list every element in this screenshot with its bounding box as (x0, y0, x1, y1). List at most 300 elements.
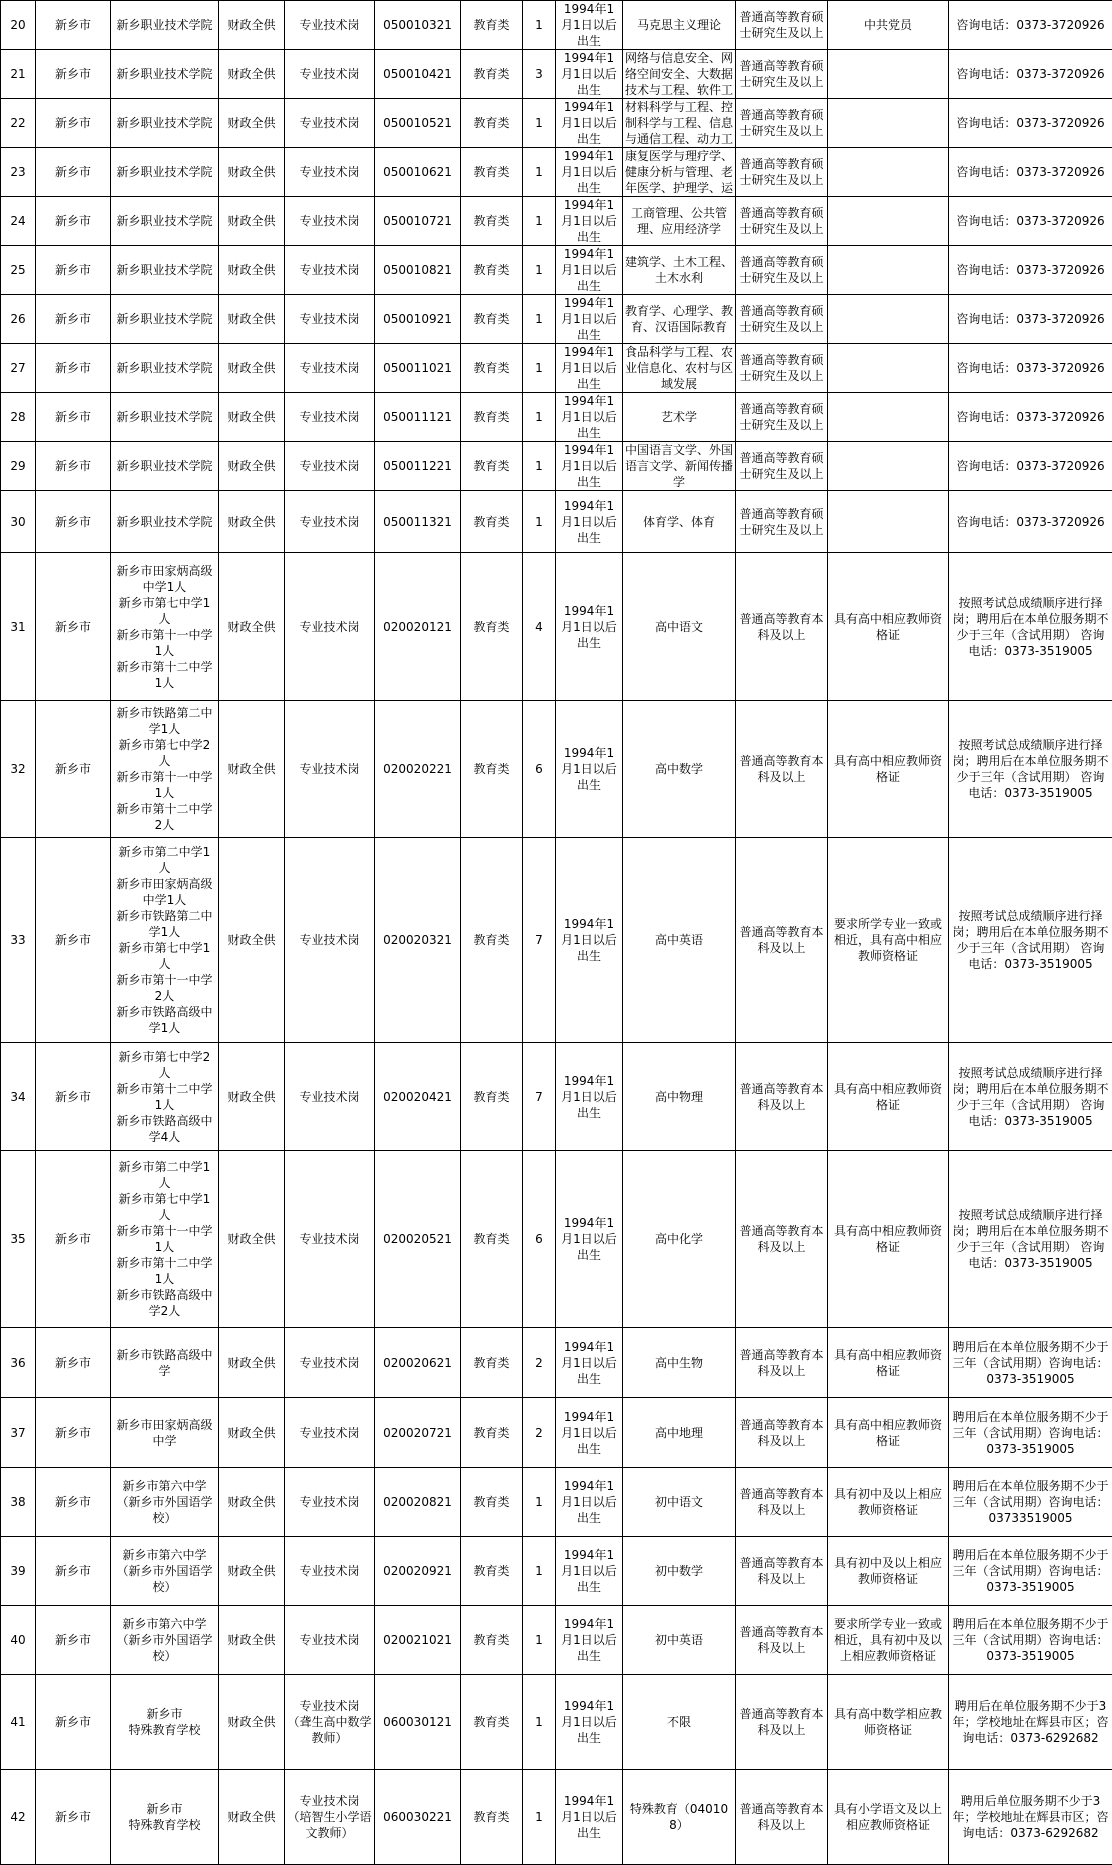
row-number-cell (1, 1468, 36, 1537)
city-cell-text: 新乡市 (38, 17, 108, 33)
row-number-cell-text: 40 (3, 1632, 33, 1648)
city-cell (36, 1, 111, 50)
exam-category-cell-text: 教育类 (463, 17, 520, 33)
exam-category-cell-text: 教育类 (463, 1231, 520, 1247)
birth-date-requirement-cell-text: 1994年1月1日以后出生 (558, 50, 620, 98)
education-requirement-cell-text: 普通高等教育硕士研究生及以上 (738, 303, 825, 335)
funding-type-cell (219, 246, 285, 295)
remark-cell-text: 咨询电话：0373-3720926 (951, 115, 1110, 131)
post-code-cell-text: 020020121 (377, 619, 458, 635)
table-row (1, 1606, 1112, 1675)
birth-date-requirement-cell-text: 1994年1月1日以后出生 (558, 1073, 620, 1121)
post-type-cell (285, 1675, 375, 1770)
table-row (1, 1, 1112, 50)
post-code-cell-text: 020020521 (377, 1231, 458, 1247)
birth-date-requirement-cell-text: 1994年1月1日以后出生 (558, 1409, 620, 1457)
birth-date-requirement-cell (556, 442, 623, 491)
exam-category-cell (461, 1, 523, 50)
exam-category-cell (461, 344, 523, 393)
other-requirement-cell-text: 具有高中相应教师资格证 (830, 1081, 946, 1113)
education-requirement-cell (736, 1606, 828, 1675)
post-type-cell-text: 专业技术岗 (287, 409, 372, 425)
city-cell-text: 新乡市 (38, 1425, 108, 1441)
hiring-unit-cell-text: 新乡职业技术学院 (113, 66, 216, 82)
post-code-cell (375, 246, 461, 295)
hire-count-cell-text: 1 (525, 458, 553, 474)
exam-category-cell-text: 教育类 (463, 311, 520, 327)
remark-cell-text: 咨询电话：0373-3720926 (951, 213, 1110, 229)
remark-cell-text: 咨询电话：0373-3720926 (951, 409, 1110, 425)
other-requirement-cell (828, 491, 949, 553)
other-requirement-cell-text: 要求所学专业一致或相近，具有高中相应教师资格证 (830, 916, 946, 964)
hiring-unit-cell-text: 新乡市 特殊教育学校 (113, 1801, 216, 1833)
post-type-cell-text: 专业技术岗 (287, 761, 372, 777)
education-requirement-cell (736, 491, 828, 553)
major-requirement-cell-text: 材料科学与工程、控制科学与工程、信息与通信工程、动力工 (625, 99, 733, 147)
hiring-unit-cell-text: 新乡市第六中学（新乡市外国语学校） (113, 1547, 216, 1595)
row-number-cell (1, 1, 36, 50)
city-cell (36, 344, 111, 393)
hire-count-cell-text: 1 (525, 1632, 553, 1648)
funding-type-cell (219, 50, 285, 99)
row-number-cell (1, 344, 36, 393)
education-requirement-cell-text: 普通高等教育硕士研究生及以上 (738, 352, 825, 384)
other-requirement-cell (828, 344, 949, 393)
row-number-cell-text: 30 (3, 514, 33, 530)
city-cell (36, 1770, 111, 1865)
major-requirement-cell (623, 491, 736, 553)
row-number-cell (1, 553, 36, 701)
major-requirement-cell-text: 高中语文 (625, 619, 733, 635)
hiring-unit-cell (111, 701, 219, 838)
other-requirement-cell (828, 442, 949, 491)
funding-type-cell (219, 1398, 285, 1468)
funding-type-cell-text: 财政全供 (221, 1714, 282, 1730)
remark-cell (949, 442, 1112, 491)
major-requirement-cell (623, 1398, 736, 1468)
remark-cell-text: 按照考试总成绩顺序进行择岗；聘用后在本单位服务期不少于三年（含试用期） 咨询电话：0373-3519005 (951, 595, 1110, 659)
other-requirement-cell (828, 1328, 949, 1398)
remark-cell-text: 咨询电话：0373-3720926 (951, 360, 1110, 376)
post-type-cell-text: 专业技术岗 (287, 1494, 372, 1510)
city-cell (36, 491, 111, 553)
birth-date-requirement-cell (556, 1, 623, 50)
remark-cell (949, 1328, 1112, 1398)
birth-date-requirement-cell (556, 1675, 623, 1770)
row-number-cell (1, 246, 36, 295)
hire-count-cell (523, 1151, 556, 1328)
funding-type-cell (219, 442, 285, 491)
hire-count-cell-text: 2 (525, 1355, 553, 1371)
post-type-cell-text: 专业技术岗 （培智生小学语文教师） (287, 1793, 372, 1841)
city-cell-text: 新乡市 (38, 66, 108, 82)
remark-cell-text: 聘用后在本单位服务期不少于三年（含试用期）咨询电话：0373-3519005 (951, 1409, 1110, 1457)
table-row (1, 148, 1112, 197)
remark-cell (949, 393, 1112, 442)
funding-type-cell (219, 491, 285, 553)
post-code-cell-text: 050010721 (377, 213, 458, 229)
education-requirement-cell-text: 普通高等教育本科及以上 (738, 1223, 825, 1255)
birth-date-requirement-cell (556, 393, 623, 442)
major-requirement-cell-text: 特殊教育（040108） (625, 1801, 733, 1833)
post-type-cell-text: 专业技术岗 (287, 1089, 372, 1105)
row-number-cell-text: 35 (3, 1231, 33, 1247)
city-cell (36, 442, 111, 491)
post-code-cell-text: 020020821 (377, 1494, 458, 1510)
post-code-cell (375, 344, 461, 393)
row-number-cell (1, 442, 36, 491)
hiring-unit-cell-text: 新乡职业技术学院 (113, 514, 216, 530)
birth-date-requirement-cell (556, 1468, 623, 1537)
other-requirement-cell (828, 553, 949, 701)
post-type-cell (285, 246, 375, 295)
exam-category-cell (461, 1398, 523, 1468)
hire-count-cell-text: 1 (525, 1714, 553, 1730)
other-requirement-cell (828, 1537, 949, 1606)
birth-date-requirement-cell (556, 50, 623, 99)
row-number-cell (1, 1043, 36, 1151)
education-requirement-cell (736, 701, 828, 838)
hiring-unit-cell (111, 393, 219, 442)
city-cell (36, 50, 111, 99)
hiring-unit-cell (111, 442, 219, 491)
row-number-cell (1, 838, 36, 1043)
city-cell-text: 新乡市 (38, 1231, 108, 1247)
hiring-unit-cell (111, 1606, 219, 1675)
education-requirement-cell (736, 99, 828, 148)
funding-type-cell-text: 财政全供 (221, 1809, 282, 1825)
other-requirement-cell (828, 1770, 949, 1865)
city-cell (36, 1043, 111, 1151)
funding-type-cell-text: 财政全供 (221, 1425, 282, 1441)
funding-type-cell (219, 1468, 285, 1537)
row-number-cell-text: 32 (3, 761, 33, 777)
city-cell-text: 新乡市 (38, 1089, 108, 1105)
city-cell-text: 新乡市 (38, 409, 108, 425)
exam-category-cell-text: 教育类 (463, 409, 520, 425)
city-cell-text: 新乡市 (38, 262, 108, 278)
birth-date-requirement-cell-text: 1994年1月1日以后出生 (558, 99, 620, 147)
major-requirement-cell (623, 1770, 736, 1865)
hire-count-cell (523, 491, 556, 553)
row-number-cell-text: 31 (3, 619, 33, 635)
major-requirement-cell (623, 553, 736, 701)
table-row (1, 1675, 1112, 1770)
hire-count-cell-text: 4 (525, 619, 553, 635)
exam-category-cell-text: 教育类 (463, 360, 520, 376)
education-requirement-cell (736, 148, 828, 197)
education-requirement-cell-text: 普通高等教育本科及以上 (738, 1624, 825, 1656)
table-row (1, 246, 1112, 295)
exam-category-cell (461, 553, 523, 701)
hire-count-cell-text: 1 (525, 262, 553, 278)
post-type-cell-text: 专业技术岗 (287, 514, 372, 530)
post-type-cell-text: 专业技术岗 (287, 115, 372, 131)
post-type-cell (285, 1, 375, 50)
city-cell-text: 新乡市 (38, 1809, 108, 1825)
hiring-unit-cell (111, 295, 219, 344)
education-requirement-cell-text: 普通高等教育硕士研究生及以上 (738, 205, 825, 237)
post-type-cell (285, 197, 375, 246)
row-number-cell-text: 41 (3, 1714, 33, 1730)
funding-type-cell-text: 财政全供 (221, 164, 282, 180)
other-requirement-cell-text: 具有高中相应教师资格证 (830, 1223, 946, 1255)
funding-type-cell-text: 财政全供 (221, 1494, 282, 1510)
exam-category-cell (461, 491, 523, 553)
exam-category-cell-text: 教育类 (463, 1425, 520, 1441)
table-row (1, 344, 1112, 393)
major-requirement-cell-text: 网络与信息安全、网络空间安全、大数据技术与工程、软件工 (625, 50, 733, 98)
remark-cell-text: 咨询电话：0373-3720926 (951, 311, 1110, 327)
post-type-cell (285, 1043, 375, 1151)
education-requirement-cell (736, 246, 828, 295)
hire-count-cell (523, 344, 556, 393)
post-type-cell-text: 专业技术岗 (287, 1563, 372, 1579)
city-cell-text: 新乡市 (38, 932, 108, 948)
hiring-unit-cell-text: 新乡市第七中学2人 新乡市第十二中学1人 新乡市铁路高级中学4人 (113, 1049, 216, 1145)
hiring-unit-cell (111, 1468, 219, 1537)
city-cell-text: 新乡市 (38, 115, 108, 131)
post-code-cell (375, 99, 461, 148)
hire-count-cell (523, 553, 556, 701)
remark-cell (949, 197, 1112, 246)
exam-category-cell-text: 教育类 (463, 1355, 520, 1371)
post-code-cell-text: 060030121 (377, 1714, 458, 1730)
education-requirement-cell (736, 838, 828, 1043)
major-requirement-cell-text: 教育学、心理学、教育、汉语国际教育 (625, 303, 733, 335)
post-type-cell-text: 专业技术岗 (287, 213, 372, 229)
remark-cell (949, 246, 1112, 295)
post-code-cell-text: 050010921 (377, 311, 458, 327)
row-number-cell-text: 21 (3, 66, 33, 82)
hire-count-cell-text: 1 (525, 1563, 553, 1579)
city-cell (36, 1398, 111, 1468)
birth-date-requirement-cell-text: 1994年1月1日以后出生 (558, 295, 620, 343)
post-type-cell-text: 专业技术岗 （聋生高中数学教师） (287, 1698, 372, 1746)
hiring-unit-cell-text: 新乡市 特殊教育学校 (113, 1706, 216, 1738)
row-number-cell-text: 33 (3, 932, 33, 948)
hiring-unit-cell-text: 新乡市田家炳高级中学1人 新乡市第七中学1人 新乡市第十一中学1人 新乡市第十二中学1人 (113, 563, 216, 691)
remark-cell-text: 按照考试总成绩顺序进行择岗；聘用后在本单位服务期不少于三年（含试用期） 咨询电话：0373-3519005 (951, 1207, 1110, 1271)
city-cell (36, 1151, 111, 1328)
hire-count-cell (523, 148, 556, 197)
education-requirement-cell (736, 393, 828, 442)
post-type-cell-text: 专业技术岗 (287, 66, 372, 82)
post-type-cell (285, 838, 375, 1043)
funding-type-cell (219, 1675, 285, 1770)
birth-date-requirement-cell (556, 838, 623, 1043)
city-cell-text: 新乡市 (38, 1494, 108, 1510)
hire-count-cell (523, 197, 556, 246)
major-requirement-cell (623, 838, 736, 1043)
table-row (1, 393, 1112, 442)
post-code-cell (375, 295, 461, 344)
remark-cell (949, 1398, 1112, 1468)
row-number-cell (1, 1328, 36, 1398)
birth-date-requirement-cell-text: 1994年1月1日以后出生 (558, 498, 620, 546)
post-code-cell (375, 148, 461, 197)
post-code-cell-text: 060030221 (377, 1809, 458, 1825)
major-requirement-cell (623, 344, 736, 393)
major-requirement-cell-text: 初中数学 (625, 1563, 733, 1579)
post-code-cell-text: 050010621 (377, 164, 458, 180)
birth-date-requirement-cell (556, 295, 623, 344)
post-type-cell-text: 专业技术岗 (287, 1425, 372, 1441)
birth-date-requirement-cell (556, 99, 623, 148)
hire-count-cell-text: 6 (525, 761, 553, 777)
major-requirement-cell-text: 艺术学 (625, 409, 733, 425)
exam-category-cell-text: 教育类 (463, 1809, 520, 1825)
education-requirement-cell-text: 普通高等教育硕士研究生及以上 (738, 401, 825, 433)
post-code-cell (375, 1770, 461, 1865)
hire-count-cell (523, 701, 556, 838)
remark-cell (949, 295, 1112, 344)
hiring-unit-cell-text: 新乡市第二中学1人 新乡市田家炳高级中学1人 新乡市铁路第二中学1人 新乡市第七中学1人 新乡市第十一中学2人 新乡市铁路高级中学1人 (113, 844, 216, 1036)
education-requirement-cell (736, 1770, 828, 1865)
hiring-unit-cell (111, 1151, 219, 1328)
funding-type-cell (219, 393, 285, 442)
hire-count-cell (523, 1328, 556, 1398)
table-row (1, 1537, 1112, 1606)
city-cell (36, 246, 111, 295)
hiring-unit-cell (111, 1398, 219, 1468)
post-code-cell-text: 050010821 (377, 262, 458, 278)
city-cell-text: 新乡市 (38, 514, 108, 530)
major-requirement-cell (623, 1328, 736, 1398)
post-code-cell-text: 050011221 (377, 458, 458, 474)
row-number-cell (1, 1770, 36, 1865)
remark-cell-text: 聘用后在本单位服务期不少于三年（含试用期）咨询电话：0373-3519005 (951, 1616, 1110, 1664)
exam-category-cell (461, 1151, 523, 1328)
other-requirement-cell-text: 具有高中相应教师资格证 (830, 611, 946, 643)
funding-type-cell-text: 财政全供 (221, 115, 282, 131)
birth-date-requirement-cell-text: 1994年1月1日以后出生 (558, 246, 620, 294)
funding-type-cell-text: 财政全供 (221, 1231, 282, 1247)
row-number-cell (1, 148, 36, 197)
post-code-cell (375, 1, 461, 50)
remark-cell (949, 344, 1112, 393)
other-requirement-cell (828, 246, 949, 295)
funding-type-cell (219, 1537, 285, 1606)
other-requirement-cell (828, 50, 949, 99)
hiring-unit-cell-text: 新乡职业技术学院 (113, 262, 216, 278)
birth-date-requirement-cell (556, 344, 623, 393)
funding-type-cell-text: 财政全供 (221, 1089, 282, 1105)
birth-date-requirement-cell-text: 1994年1月1日以后出生 (558, 745, 620, 793)
row-number-cell (1, 701, 36, 838)
hiring-unit-cell (111, 1043, 219, 1151)
other-requirement-cell-text: 具有初中及以上相应教师资格证 (830, 1555, 946, 1587)
hire-count-cell (523, 442, 556, 491)
birth-date-requirement-cell-text: 1994年1月1日以后出生 (558, 1547, 620, 1595)
exam-category-cell (461, 99, 523, 148)
other-requirement-cell-text: 具有高中相应教师资格证 (830, 1347, 946, 1379)
hiring-unit-cell (111, 99, 219, 148)
post-type-cell (285, 148, 375, 197)
funding-type-cell (219, 701, 285, 838)
other-requirement-cell (828, 99, 949, 148)
post-type-cell (285, 1537, 375, 1606)
row-number-cell-text: 39 (3, 1563, 33, 1579)
post-type-cell (285, 344, 375, 393)
post-code-cell-text: 020020221 (377, 761, 458, 777)
post-code-cell (375, 1606, 461, 1675)
city-cell (36, 1328, 111, 1398)
remark-cell (949, 1468, 1112, 1537)
hiring-unit-cell-text: 新乡市第二中学1人 新乡市第七中学1人 新乡市第十一中学1人 新乡市第十二中学1人 新乡市铁路高级中学2人 (113, 1159, 216, 1319)
remark-cell-text: 咨询电话：0373-3720926 (951, 66, 1110, 82)
birth-date-requirement-cell-text: 1994年1月1日以后出生 (558, 603, 620, 651)
post-code-cell (375, 701, 461, 838)
city-cell-text: 新乡市 (38, 619, 108, 635)
remark-cell (949, 491, 1112, 553)
row-number-cell-text: 26 (3, 311, 33, 327)
other-requirement-cell (828, 148, 949, 197)
post-code-cell (375, 1537, 461, 1606)
hire-count-cell (523, 246, 556, 295)
exam-category-cell (461, 442, 523, 491)
remark-cell (949, 838, 1112, 1043)
birth-date-requirement-cell-text: 1994年1月1日以后出生 (558, 1616, 620, 1664)
funding-type-cell (219, 99, 285, 148)
birth-date-requirement-cell-text: 1994年1月1日以后出生 (558, 1793, 620, 1841)
hire-count-cell-text: 1 (525, 115, 553, 131)
hire-count-cell-text: 1 (525, 311, 553, 327)
other-requirement-cell (828, 1398, 949, 1468)
major-requirement-cell (623, 1, 736, 50)
post-type-cell-text: 专业技术岗 (287, 458, 372, 474)
education-requirement-cell (736, 1675, 828, 1770)
row-number-cell (1, 50, 36, 99)
table-row (1, 295, 1112, 344)
exam-category-cell-text: 教育类 (463, 514, 520, 530)
funding-type-cell (219, 553, 285, 701)
major-requirement-cell-text: 工商管理、公共管理、应用经济学 (625, 205, 733, 237)
row-number-cell-text: 28 (3, 409, 33, 425)
major-requirement-cell-text: 高中数学 (625, 761, 733, 777)
post-type-cell (285, 1770, 375, 1865)
funding-type-cell-text: 财政全供 (221, 1563, 282, 1579)
education-requirement-cell (736, 553, 828, 701)
post-type-cell-text: 专业技术岗 (287, 1632, 372, 1648)
row-number-cell (1, 1537, 36, 1606)
remark-cell-text: 咨询电话：0373-3720926 (951, 17, 1110, 33)
exam-category-cell (461, 50, 523, 99)
post-type-cell (285, 1398, 375, 1468)
hiring-unit-cell-text: 新乡市田家炳高级中学 (113, 1417, 216, 1449)
post-type-cell (285, 701, 375, 838)
post-code-cell-text: 050011021 (377, 360, 458, 376)
city-cell (36, 1468, 111, 1537)
hire-count-cell (523, 393, 556, 442)
hiring-unit-cell (111, 553, 219, 701)
table-row (1, 1398, 1112, 1468)
funding-type-cell-text: 财政全供 (221, 1355, 282, 1371)
remark-cell (949, 553, 1112, 701)
hire-count-cell (523, 1398, 556, 1468)
other-requirement-cell-text: 具有高中数学相应教师资格证 (830, 1706, 946, 1738)
exam-category-cell (461, 148, 523, 197)
education-requirement-cell (736, 197, 828, 246)
city-cell-text: 新乡市 (38, 458, 108, 474)
exam-category-cell (461, 393, 523, 442)
major-requirement-cell-text: 高中地理 (625, 1425, 733, 1441)
birth-date-requirement-cell (556, 1606, 623, 1675)
funding-type-cell (219, 1, 285, 50)
table-row (1, 1043, 1112, 1151)
major-requirement-cell-text: 康复医学与理疗学、健康分析与管理、老年医学、护理学、运 (625, 148, 733, 196)
education-requirement-cell-text: 普通高等教育硕士研究生及以上 (738, 450, 825, 482)
